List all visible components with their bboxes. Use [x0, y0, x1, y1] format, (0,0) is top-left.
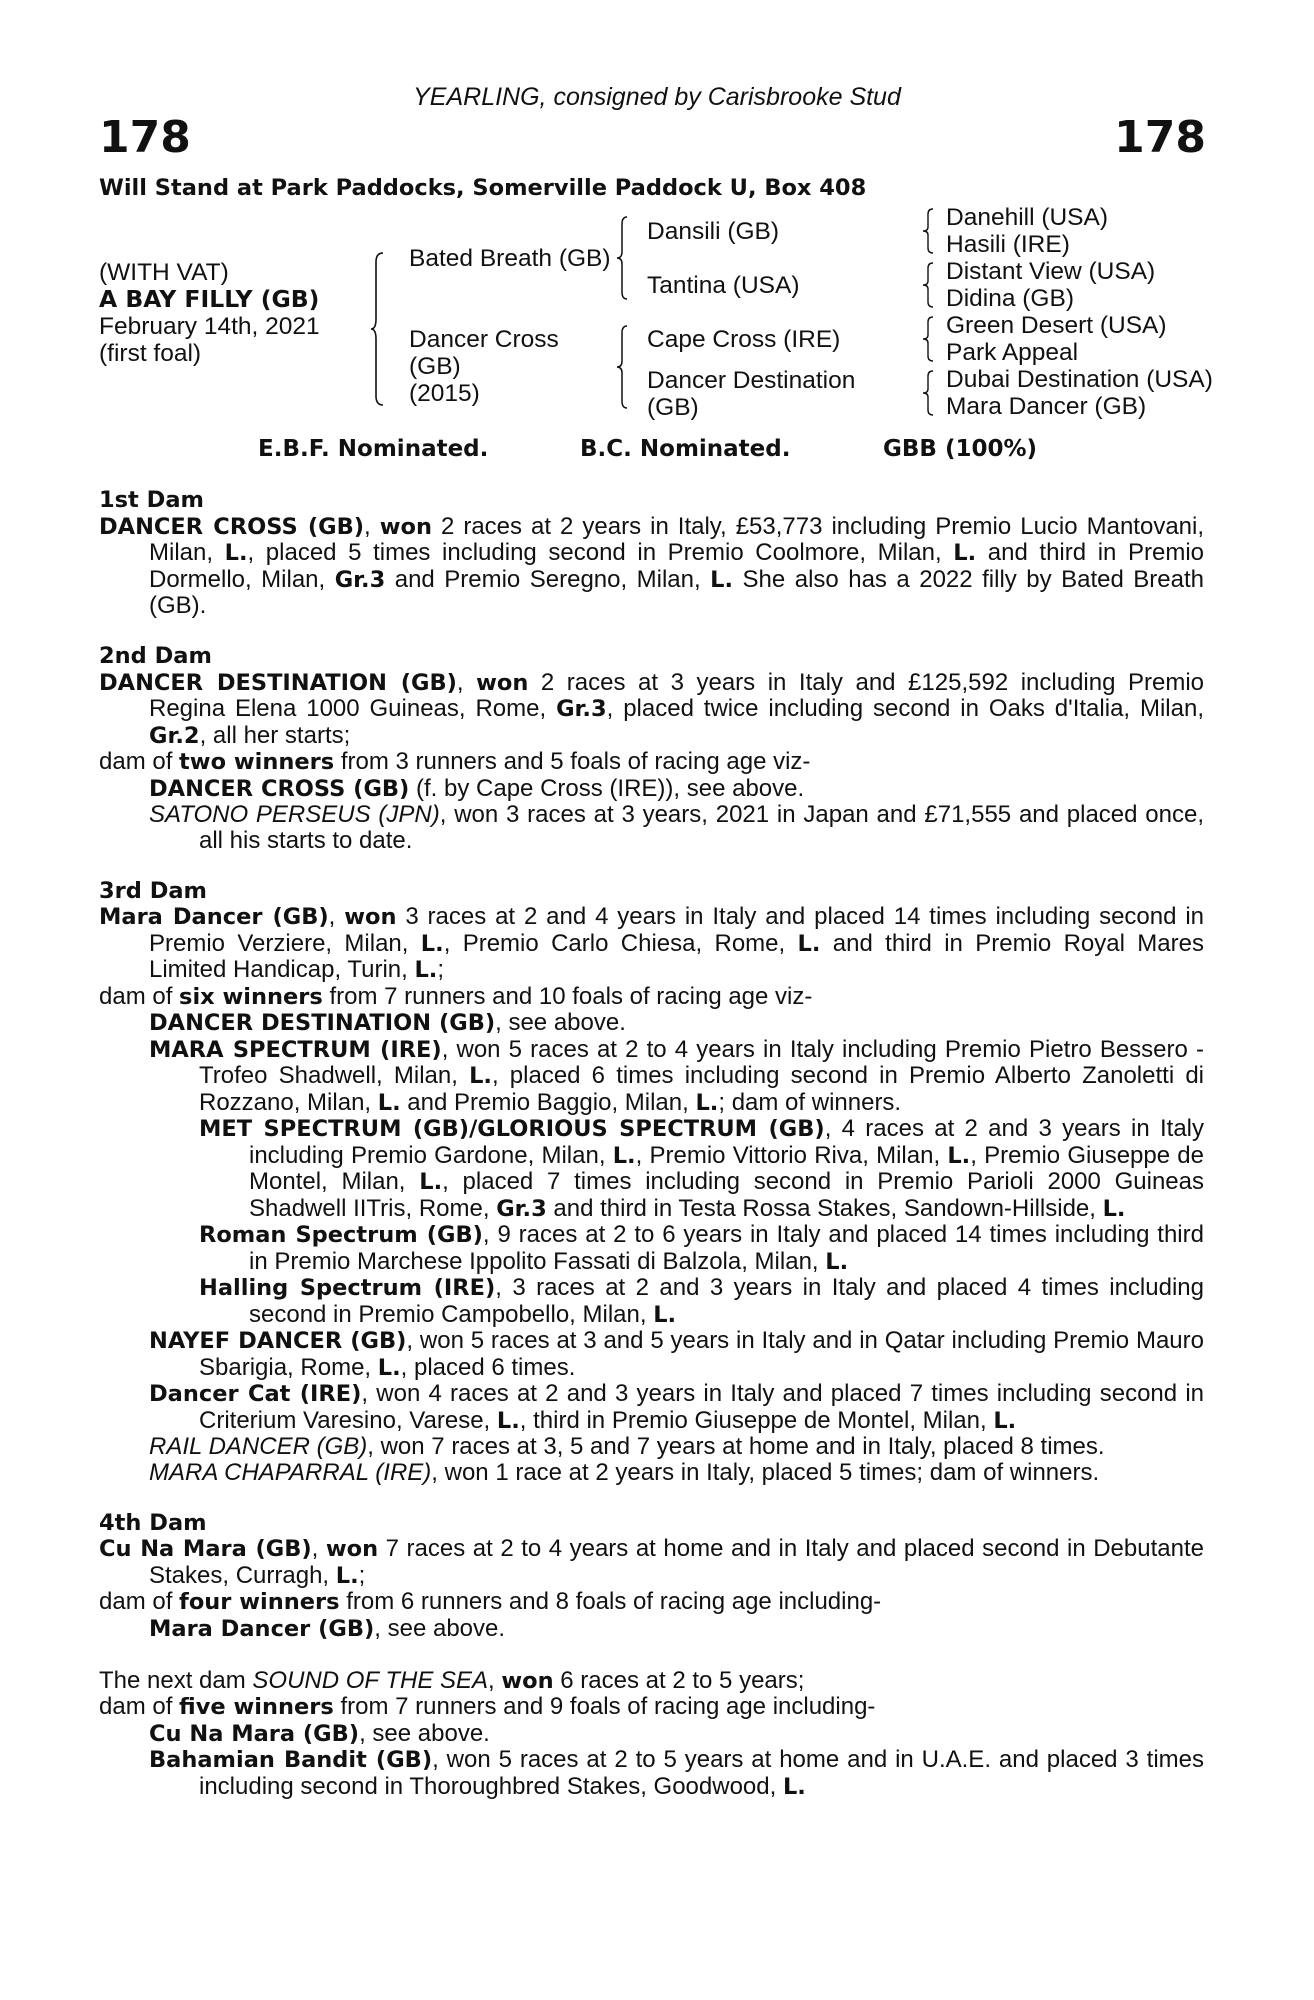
- dam3-produce-summary: dam of six winners from 7 runners and 10 foals of racing age viz-: [99, 982, 813, 1010]
- pedigree-brace-g34: [922, 262, 934, 308]
- vat-note: (WITH VAT): [99, 259, 229, 286]
- pedigree-g3: Distant View (USA): [946, 258, 1156, 285]
- gbb-rating: GBB (100%): [883, 436, 1038, 462]
- pedigree-dam-line2: (GB): [409, 353, 461, 380]
- dam3-produce-item: Dancer Cat (IRE), won 4 races at 2 and 3 years in Italy and placed 7 times including second in Criterium Varesino, Varese, L., third in Premio Giuseppe de Montel, Milan, L.: [149, 1380, 1205, 1434]
- pedigree-grandparents: [946, 204, 1213, 420]
- pedigree-g2: Hasili (IRE): [946, 231, 1070, 258]
- pedigree-brace-sire: [616, 216, 628, 300]
- pedigree-brace-g78: [922, 370, 934, 416]
- dam2-heading: 2nd Dam: [99, 643, 212, 669]
- pedigree-brace-g12: [922, 208, 934, 254]
- dam4-heading: 4th Dam: [99, 1509, 207, 1536]
- pedigree-sire: Bated Breath (GB): [409, 245, 611, 272]
- dam3-grandproduce-item: Roman Spectrum (GB), 9 races at 2 to 6 years in Italy and placed 14 times including third in Premio Marchese Ippolito Fassati di Balzola, Milan, L.: [199, 1221, 1204, 1275]
- dam4-produce-item: Mara Dancer (GB), see above.: [149, 1614, 506, 1642]
- dam3-grandproduce-item: MET SPECTRUM (GB)/GLORIOUS SPECTRUM (GB), 4 races at 2 and 3 years in Italy including Premio Gardone, Milan, L., Premio Vittorio Riva, Milan, L., Premio Giuseppe de Montel, Milan, L., placed 7 times including second in Premio Parioli 2000 Guineas Shadwell IITris, Rome, Gr.3 and third in Testa Rossa Stakes, Sandown-Hillside, L.: [199, 1115, 1205, 1222]
- ebf-nomination: E.B.F. Nominated.: [258, 436, 489, 462]
- next-dam-produce-summary: dam of five winners from 7 runners and 9 foals of racing age including-: [99, 1693, 876, 1720]
- pedigree-dam-dam: [647, 367, 855, 421]
- dam1-heading: 1st Dam: [99, 487, 204, 513]
- dam2-produce-summary: dam of two winners from 3 runners and 5 foals of racing age viz-: [99, 748, 811, 775]
- pedigree-g1: Danehill (USA): [946, 204, 1109, 231]
- pedigree-dam-line3: (2015): [409, 380, 480, 407]
- next-dam-produce-item: Cu Na Mara (GB), see above.: [149, 1719, 490, 1747]
- dam3-record: Mara Dancer (GB), won 3 races at 2 and 4 years in Italy and placed 14 times including second in Premio Verziere, Milan, L., Premio Carlo Chiesa, Rome, L. and third in Premio Royal Mares Limited Handicap, Turin, L.;: [99, 903, 1204, 983]
- dam2-produce-item: SATONO PERSEUS (JPN), won 3 races at 3 years, 2021 in Japan and £71,555 and placed once, all his starts to date.: [149, 801, 1204, 854]
- pedigree-sire-dam: Tantina (USA): [647, 272, 800, 299]
- pedigree-dam-sire: Cape Cross (IRE): [647, 326, 841, 353]
- horse-info: [99, 259, 320, 367]
- dam3-heading: 3rd Dam: [99, 877, 207, 904]
- lot-number-left: 178: [99, 112, 191, 163]
- dam3-produce-item: RAIL DANCER (GB), won 7 races at 3, 5 and 7 years at home and in Italy, placed 8 times.: [149, 1433, 1105, 1460]
- pedigree-g6: Park Appeal: [946, 339, 1079, 366]
- dam3-produce-item: MARA SPECTRUM (IRE), won 5 races at 2 to 4 years in Italy including Premio Pietro Bessero - Trofeo Shadwell, Milan, L., placed 6 times including second in Premio Alberto Zanoletti di Rozzano, Milan, L. and Premio Baggio, Milan, L.; dam of winners.: [149, 1035, 1204, 1116]
- dam4-record: Cu Na Mara (GB), won 7 races at 2 to 4 years at home and in Italy and placed second in Debutante Stakes, Curragh, L.;: [99, 1535, 1204, 1589]
- stand-location: Will Stand at Park Paddocks, Somerville Paddock U, Box 408: [99, 175, 867, 201]
- bc-nomination: B.C. Nominated.: [580, 436, 791, 462]
- dam1-won: won: [379, 513, 432, 540]
- dam1-record: DANCER CROSS (GB), won 2 races at 2 years in Italy, £53,773 including Premio Lucio Mantovani, Milan, L., placed 5 times including second in Premio Coolmore, Milan, L. and third in Premio Dormello, Milan, Gr.3 and Premio Seregno, Milan, L. She also has a 2022 filly by Bated Breath (GB).: [99, 512, 1205, 619]
- pedigree-dam-dam-line1: Dancer Destination: [647, 367, 856, 394]
- dam3-produce-item: NAYEF DANCER (GB), won 5 races at 3 and 5 years in Italy and in Qatar including Premio Mauro Sbarigia, Rome, L., placed 6 times.: [149, 1327, 1204, 1381]
- lot-number-right: 178: [1114, 112, 1206, 163]
- next-dam-produce-item: Bahamian Bandit (GB), won 5 races at 2 to 5 years at home and in U.A.E. and placed 3 times including second in Thoroughbred Stakes, Goodwood, L.: [149, 1746, 1205, 1800]
- next-dam-record: The next dam SOUND OF THE SEA, won 6 races at 2 to 5 years;: [99, 1666, 805, 1694]
- pedigree-dam: [409, 326, 559, 407]
- dam1-name: DANCER CROSS (GB): [99, 513, 365, 540]
- pedigree-sire-sire: Dansili (GB): [647, 218, 780, 245]
- pedigree-g8: Mara Dancer (GB): [946, 393, 1147, 420]
- dam2-record: DANCER DESTINATION (GB), won 2 races at 3 years in Italy and £125,592 including Premio Regina Elena 1000 Guineas, Rome, Gr.3, placed twice including second in Oaks d'Italia, Milan, Gr.2, all her starts;: [99, 668, 1204, 749]
- horse-name: A BAY FILLY (GB): [99, 285, 320, 313]
- pedigree-dam-line1: Dancer Cross: [409, 326, 559, 353]
- pedigree-g4: Didina (GB): [946, 285, 1074, 312]
- pedigree-brace-main: [370, 252, 384, 406]
- catalogue-body: [99, 488, 1204, 1800]
- pedigree-g5: Green Desert (USA): [946, 312, 1167, 339]
- pedigree-brace-dam: [616, 325, 628, 409]
- dam3-grandproduce-item: Halling Spectrum (IRE), 3 races at 2 and 3 years in Italy and placed 4 times including second in Premio Campobello, Milan, L.: [199, 1274, 1204, 1328]
- pedigree-dam-dam-line2: (GB): [647, 394, 699, 421]
- dam3-produce-item: DANCER DESTINATION (GB), see above.: [149, 1009, 626, 1036]
- dam4-name: Cu Na Mara (GB): [99, 1536, 312, 1562]
- dam4-produce-summary: dam of four winners from 6 runners and 8 foals of racing age including-: [99, 1588, 882, 1615]
- dam3-name: Mara Dancer (GB): [99, 904, 329, 930]
- horse-note: (first foal): [99, 340, 202, 367]
- horse-dob: February 14th, 2021: [99, 313, 320, 340]
- consignment-header: YEARLING, consigned by Carisbrooke Stud: [413, 83, 901, 111]
- dam3-produce-item: MARA CHAPARRAL (IRE), won 1 race at 2 years in Italy, placed 5 times; dam of winners.: [149, 1458, 1100, 1486]
- pedigree-brace-g56: [922, 316, 934, 362]
- dam2-produce-item: DANCER CROSS (GB) (f. by Cape Cross (IRE)), see above.: [149, 774, 805, 802]
- pedigree-g7: Dubai Destination (USA): [946, 366, 1213, 393]
- dam2-name: DANCER DESTINATION (GB): [99, 669, 457, 696]
